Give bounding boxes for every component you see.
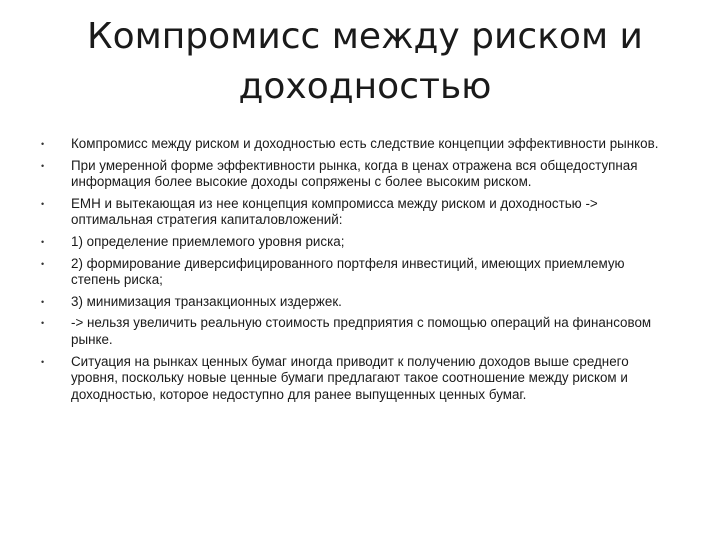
bullet-item [40, 136, 670, 153]
bullet-text: 3) минимизация транзакционных издержек. [71, 293, 342, 309]
bullet-dot-icon: • [41, 236, 45, 247]
bullet-list [40, 136, 670, 408]
bullet-text: -> нельзя увеличить реальную стоимость предприятия с помощью операций на финансовом рынке. [71, 315, 652, 347]
bullet-dot-icon: • [41, 318, 45, 329]
bullet-item [40, 158, 670, 191]
bullet-item [40, 294, 670, 311]
bullet-item [40, 196, 670, 229]
bullet-dot-icon: • [41, 198, 45, 209]
bullet-item [40, 315, 670, 348]
bullet-dot-icon: • [41, 258, 45, 269]
bullet-text: 2) формирование диверсифицированного портфеля инвестиций, имеющих приемлемую степень риска; [71, 255, 625, 288]
bullet-text: ЕМН и вытекающая из нее концепция компромисса между риском и доходностью -> оптимальная стратегия капиталовложений: [71, 195, 598, 228]
bullet-item [40, 354, 670, 404]
bullet-text: При умеренной форме эффективности рынка, когда в ценах отражена вся общедоступная информация более высокие доходы сопряжены с более высоким риском. [71, 157, 638, 190]
bullet-text: Ситуация на рынках ценных бумаг иногда приводит к получению доходов выше среднего уровня, поскольку новые ценные бумаги предлагают такое соотношение между риском и доходностью, которое недоступно для ранее выпущенных ценных бумаг. [71, 353, 629, 402]
bullet-item [40, 256, 670, 289]
bullet-dot-icon: • [41, 160, 45, 171]
bullet-dot-icon: • [41, 139, 45, 149]
bullet-text: 1) определение приемлемого уровня риска; [71, 233, 345, 249]
slide-title: Компромисс между риском и доходностью [87, 16, 643, 107]
bullet-dot-icon: • [41, 296, 45, 307]
bullet-text: Компромисс между риском и доходностью есть следствие концепции эффективности рынков. [71, 136, 659, 151]
bullet-item [40, 234, 670, 251]
bullet-dot-icon: • [41, 356, 45, 367]
